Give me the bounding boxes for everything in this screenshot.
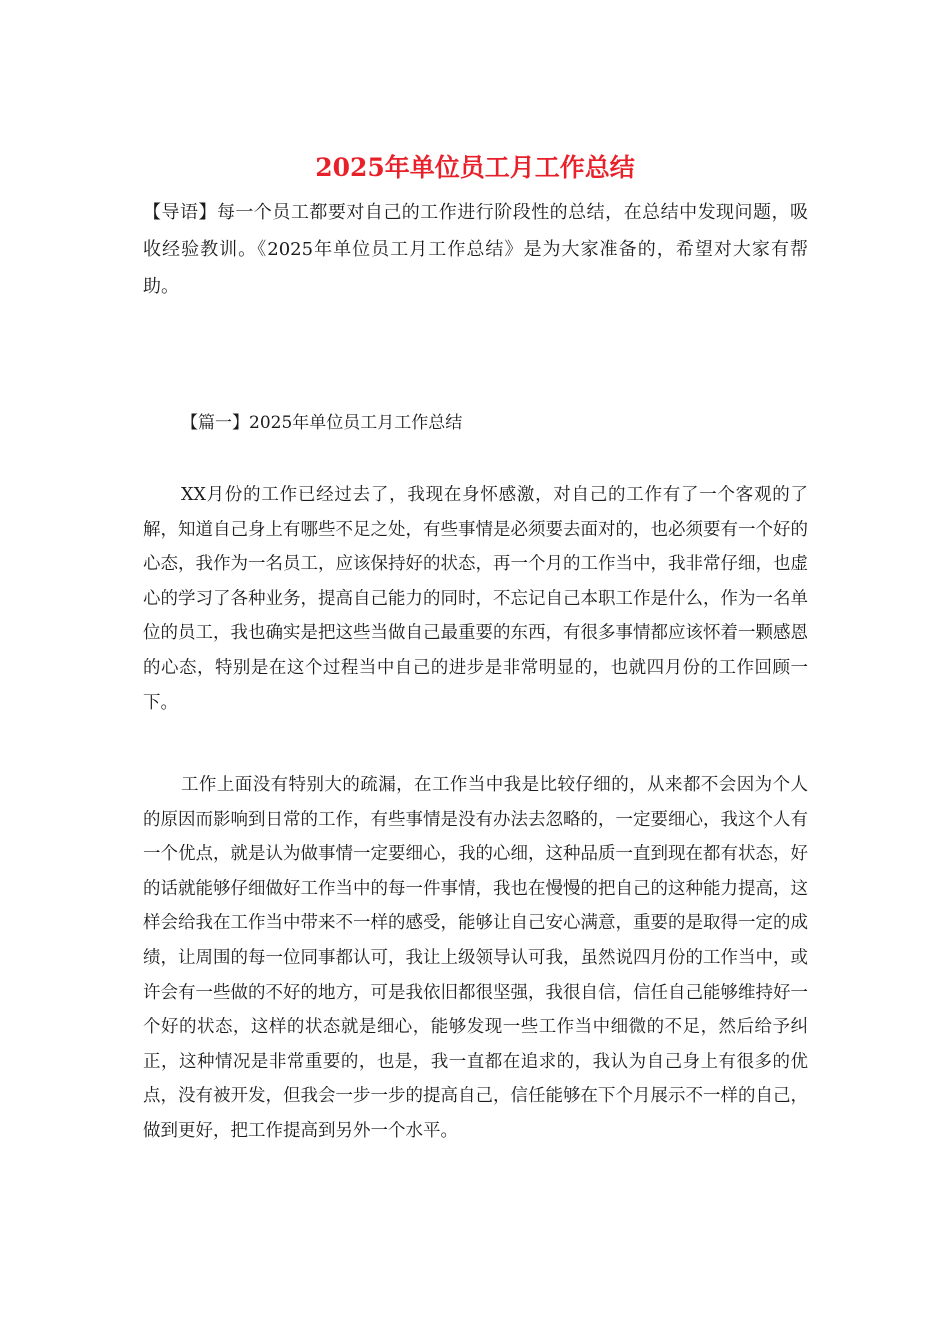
body-paragraph-1: XX月份的工作已经过去了，我现在身怀感激，对自己的工作有了一个客观的了解，知道自己身上有哪些不足之处，有些事情是必须要去面对的，也必须要有一个好的心态，我作为一名员工，应该保持好的状态，再一个月的工作当中，我非常仔细，也虚心的学习了各种业务，提高自己能力的同时，不忘记自己本职工作是什么，作为一名单位的员工，我也确实是把这些当做自己最重要的东西，有很多事情都应该怀着一颗感恩的心态，特别是在这个过程当中自己的进步是非常明显的，也就四月份的工作回顾一下。 xyxy=(143,485,808,713)
section-heading: 【篇一】2025年单位员工月工作总结 xyxy=(181,413,463,433)
document-title: 2025年单位员工月工作总结 xyxy=(315,153,635,182)
intro-paragraph: 【导语】每一个员工都要对自己的工作进行阶段性的总结，在总结中发现问题，吸收经验教训。《2025年单位员工月工作总结》是为大家准备的，希望对大家有帮助。 xyxy=(143,202,808,297)
body-paragraph-2: 工作上面没有特别大的疏漏，在工作当中我是比较仔细的，从来都不会因为个人的原因而影响到日常的工作，有些事情是没有办法去忽略的，一定要细心，我这个人有一个优点，就是认为做事情一定要细心，我的心细，这种品质一直到现在都有状态，好的话就能够仔细做好工作当中的每一件事情，我也在慢慢的把自己的这种能力提高，这样会给我在工作当中带来不一样的感受，能够让自己安心满意，重要的是取得一定的成绩，让周围的每一位同事都认可，我让上级领导认可我，虽然说四月份的工作当中，或许会有一些做的不好的地方，可是我依旧都很坚强，我很自信，信任自己能够维持好一个好的状态，这样的状态就是细心，能够发现一些工作当中细微的不足，然后给予纠正，这种情况是非常重要的，也是，我一直都在追求的，我认为自己身上有很多的优点，没有被开发，但我会一步一步的提高自己，信任能够在下个月展示不一样的自己，做到更好，把工作提高到另外一个水平。 xyxy=(143,775,808,1141)
